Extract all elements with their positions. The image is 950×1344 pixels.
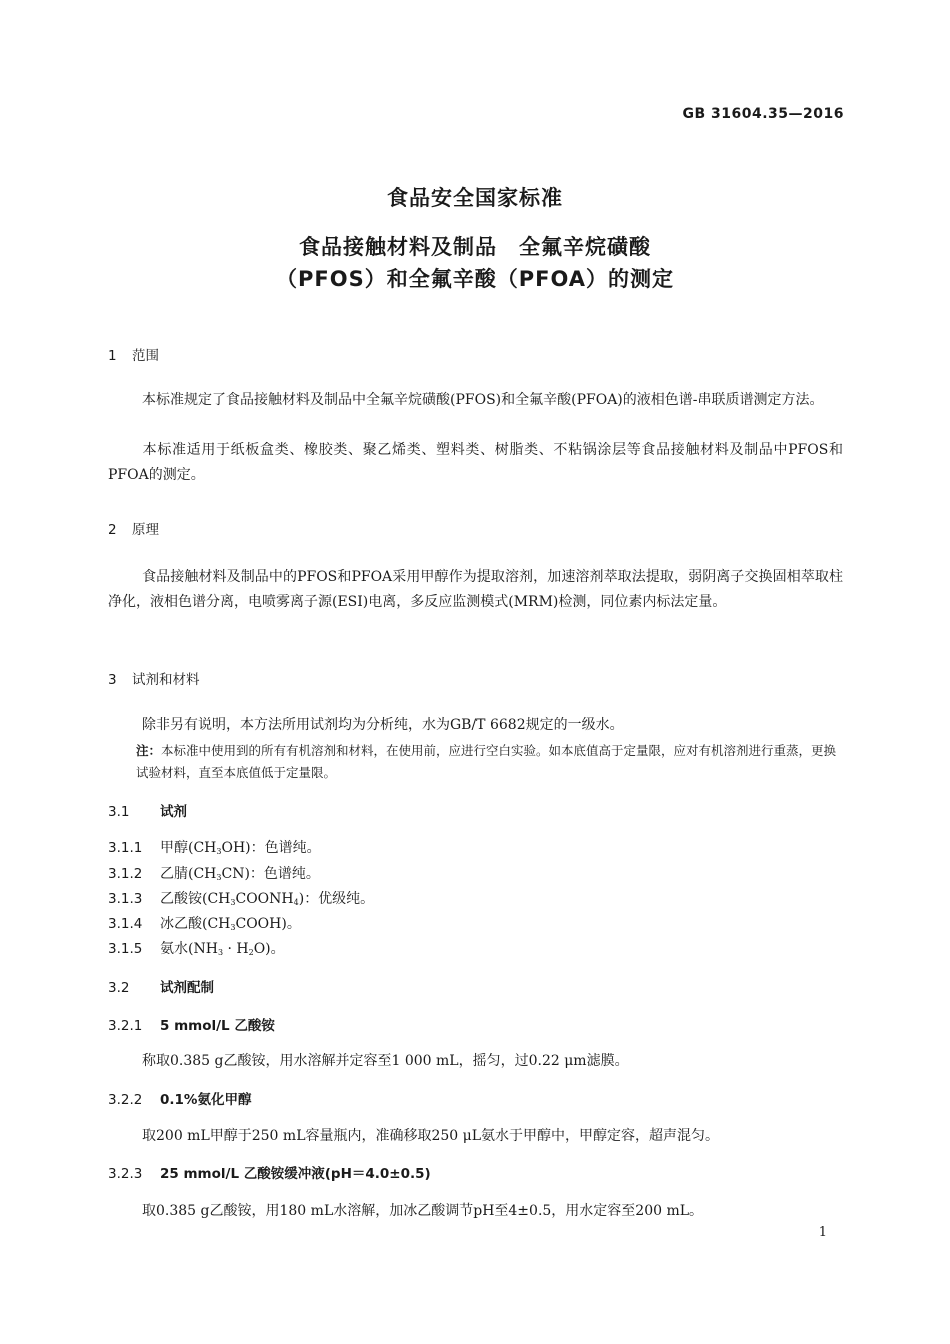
paragraph: 除非另有说明，本方法所用试剂均为分析纯，水为GB/T 6682规定的一级水。	[142, 717, 624, 733]
section-number: 1	[108, 348, 117, 364]
section-title: 范围	[132, 348, 159, 364]
reagent-item: 3.1.1 甲醇$(CH_3OH)$：色谱纯。	[108, 840, 321, 856]
document-title-line3: （PFOS）和全氟辛酸（PFOA）的测定	[276, 267, 674, 291]
reagent-item: 3.1.4 冰乙酸$(CH_3COOH)$。	[108, 916, 301, 932]
section-heading-reagents	[108, 668, 200, 688]
subsubsection-heading: 3.2.1 5 mmol/L 乙酸铵	[108, 1018, 275, 1034]
note-label: 注：	[136, 743, 162, 758]
section-number: 2	[108, 522, 117, 538]
subsection-heading-reagents: 3.1 试剂	[108, 804, 187, 820]
note-text: 本标准中使用到的所有有机溶剂和材料，在使用前，应进行空白实验。如本底值高于定量限，应对有机溶剂进行重蒸，更换试验材料，直至本底值低于定量限。	[136, 743, 837, 780]
document-title-line2: 食品接触材料及制品 全氟辛烷磺酸	[299, 235, 651, 259]
paragraph: 本标准适用于纸板盒类、橡胶类、聚乙烯类、塑料类、树脂类、不粘锅涂层等食品接触材料及制品中PFOS和PFOA的测定。	[108, 442, 843, 483]
section-title: 原理	[132, 522, 159, 538]
section-heading-principle	[108, 518, 159, 538]
subsubsection-heading: 3.2.3 25 mmol/L 乙酸铵缓冲液(pH＝4.0±0.5)	[108, 1166, 431, 1182]
paragraph: 称取0.385 g乙酸铵，用水溶解并定容至1 000 mL，摇匀，过0.22 μm滤膜。	[142, 1053, 629, 1069]
paragraph: 取0.385 g乙酸铵，用180 mL水溶解，加冰乙酸调节pH至4±0.5，用水定容至200 mL。	[142, 1203, 704, 1219]
section-heading-scope	[108, 344, 159, 364]
subsubsection-heading: 3.2.2 0.1%氨化甲醇	[108, 1092, 252, 1108]
section-number: 3	[108, 672, 117, 688]
subsection-heading-preparation: 3.2 试剂配制	[108, 980, 214, 996]
section-title: 试剂和材料	[132, 672, 200, 688]
paragraph: 本标准规定了食品接触材料及制品中全氟辛烷磺酸(PFOS)和全氟辛酸(PFOA)的液相色谱-串联质谱测定方法。	[142, 392, 824, 408]
note	[136, 740, 844, 784]
reagent-item: 3.1.5 氨水$(NH_3 \cdot H_2O)$。	[108, 941, 285, 957]
document-title-line1: 食品安全国家标准	[387, 186, 563, 210]
reagent-item: 3.1.3 乙酸铵$(CH_3COONH_4)$：优级纯。	[108, 891, 375, 907]
page-number: 1	[818, 1225, 827, 1240]
reagent-item: 3.1.2 乙腈$(CH_3CN)$：色谱纯。	[108, 866, 320, 882]
paragraph: 食品接触材料及制品中的PFOS和PFOA采用甲醇作为提取溶剂，加速溶剂萃取法提取，弱阴离子交换固相萃取柱净化，液相色谱分离，电喷雾离子源(ESI)电离，多反应监测模式(MRM)检测，同位素内标法定量。	[108, 569, 843, 610]
standard-code: GB 31604.35—2016	[682, 106, 844, 122]
paragraph: 取200 mL甲醇于250 mL容量瓶内，准确移取250 μL氨水于甲醇中，甲醇定容，超声混匀。	[142, 1128, 720, 1144]
